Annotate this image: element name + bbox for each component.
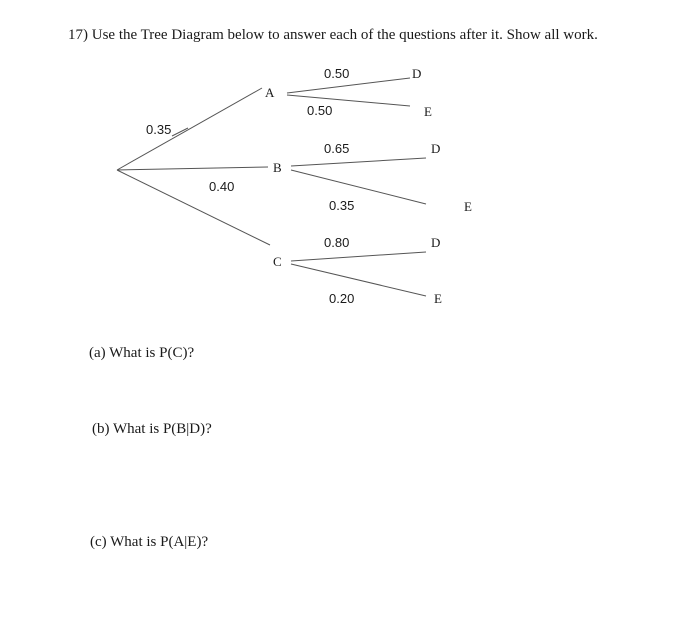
node-c-d: D: [431, 235, 441, 250]
prob-c: 0.40: [209, 179, 235, 194]
prob-b-e: 0.35: [329, 198, 355, 213]
subquestion-b: (b) What is P(B|D)?: [92, 421, 212, 437]
branch-c-e: [291, 264, 426, 296]
node-b-e: E: [464, 199, 472, 214]
branch-b-e: [291, 170, 426, 204]
prob-c-d: 0.80: [324, 235, 350, 250]
node-c: C: [273, 254, 282, 269]
branch-root-c: [117, 170, 270, 245]
branch-a-e: [287, 95, 410, 106]
prob-b-d: 0.65: [324, 141, 350, 156]
node-a-e: E: [424, 104, 432, 119]
branch-root-b: [117, 167, 268, 170]
node-b-d: D: [431, 141, 441, 156]
subquestion-c: (c) What is P(A|E)?: [90, 534, 209, 550]
node-a-d: D: [412, 66, 422, 81]
branch-root-a: [117, 88, 262, 170]
prob-a-d: 0.50: [324, 66, 350, 81]
node-c-e: E: [434, 291, 442, 306]
branch-c-d: [291, 252, 426, 261]
prob-a: 0.35: [146, 122, 172, 137]
prob-c-e: 0.20: [329, 291, 355, 306]
question-title: 17) Use the Tree Diagram below to answer each of the questions after it. Show all work.: [68, 27, 598, 43]
subquestion-a: (a) What is P(C)?: [89, 345, 195, 361]
branch-b-d: [291, 158, 426, 166]
node-b: B: [273, 160, 282, 175]
node-a: A: [265, 85, 275, 100]
prob-a-e: 0.50: [307, 103, 333, 118]
